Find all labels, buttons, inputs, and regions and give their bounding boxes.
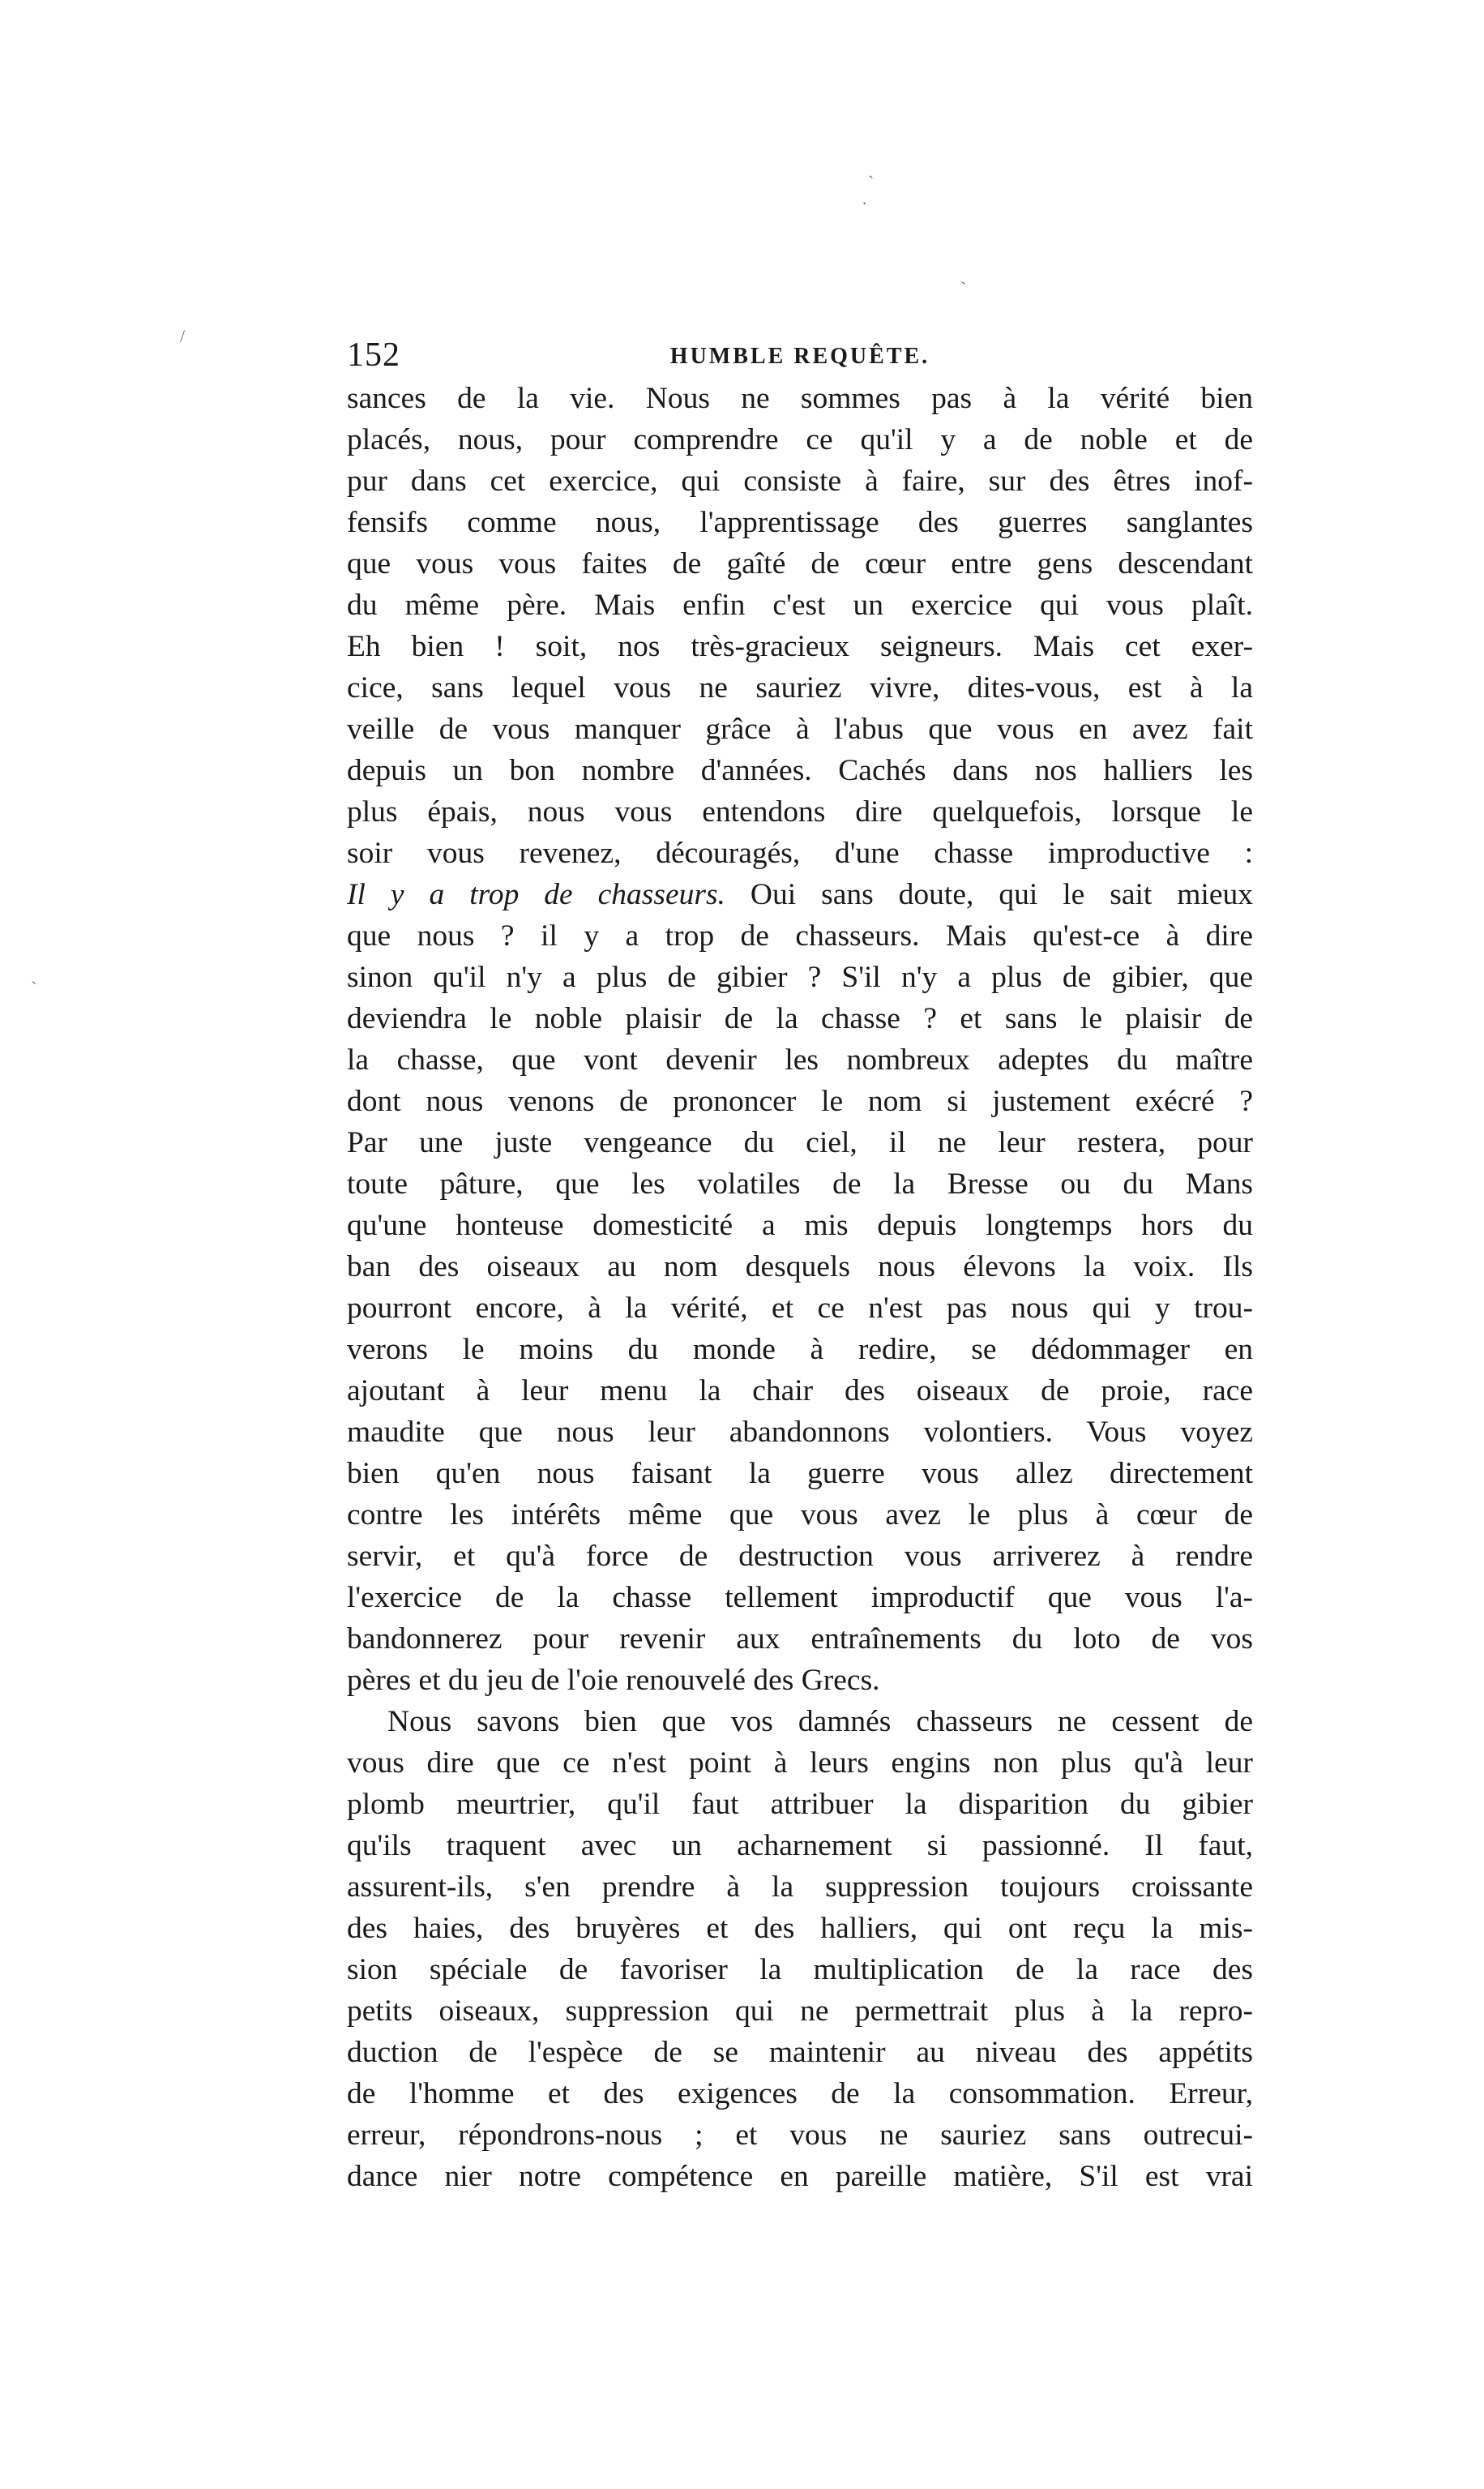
text-line: veille de vous manquer grâce à l'abus que vous en avez fait xyxy=(347,713,1253,746)
text-line: duction de l'espèce de se maintenir au niveau des appétits xyxy=(347,2036,1253,2069)
text-line: des haies, des bruyères et des halliers, qui ont reçu la mis- xyxy=(347,1912,1253,1945)
running-head xyxy=(347,334,1253,376)
text-line: sances de la vie. Nous ne sommes pas à la vérité bien xyxy=(347,382,1253,415)
text-line: plus épais, nous vous entendons dire quelquefois, lorsque le xyxy=(347,795,1253,829)
page-number: 152 xyxy=(347,336,400,374)
stray-mark: · xyxy=(862,193,868,213)
text-line: petits oiseaux, suppression qui ne permettrait plus à la repro- xyxy=(347,1994,1253,2028)
text-line: toute pâture, que les volatiles de la Bresse ou du Mans xyxy=(347,1167,1253,1201)
text-line: soir vous revenez, découragés, d'une chasse improductive : xyxy=(347,837,1253,870)
text-line: deviendra le noble plaisir de la chasse ? et sans le plaisir de xyxy=(347,1002,1253,1035)
text-line: pères et du jeu de l'oie renouvelé des Grecs. xyxy=(347,1664,880,1697)
text-line: pourront encore, à la vérité, et ce n'est pas nous qui y trou- xyxy=(347,1292,1253,1325)
text-line: contre les intérêts même que vous avez le plus à cœur de xyxy=(347,1498,1253,1532)
stray-mark: / xyxy=(180,326,186,346)
paragraph xyxy=(347,378,1253,1701)
text-line: ban des oiseaux au nom desquels nous élevons la voix. Ils xyxy=(347,1250,1253,1283)
text-line: fensifs comme nous, l'apprentissage des guerres sanglantes xyxy=(347,506,1253,539)
paragraph xyxy=(347,1701,1253,2197)
text-line: bandonnerez pour revenir aux entraînements du loto de vos xyxy=(347,1622,1253,1656)
text-line: l'exercice de la chasse tellement improductif que vous l'a- xyxy=(347,1581,1253,1614)
text-line: que vous vous faites de gaîté de cœur entre gens descendant xyxy=(347,547,1253,580)
text-line: Nous savons bien que vos damnés chasseurs ne cessent de xyxy=(387,1705,1253,1738)
text-line: servir, et qu'à force de destruction vous arriverez à rendre xyxy=(347,1540,1253,1573)
text-line: la chasse, que vont devenir les nombreux adeptes du maître xyxy=(347,1043,1253,1077)
text-line: sion spéciale de favoriser la multiplication de la race des xyxy=(347,1953,1253,1986)
stray-mark: ˋ xyxy=(868,172,875,192)
text-line: vous dire que ce n'est point à leurs engins non plus qu'à leur xyxy=(347,1746,1253,1780)
text-line: plomb meurtrier, qu'il faut attribuer la disparition du gibier xyxy=(347,1788,1253,1821)
text-line: ajoutant à leur menu la chair des oiseaux de proie, race xyxy=(347,1374,1253,1407)
text-line: bien qu'en nous faisant la guerre vous allez directement xyxy=(347,1457,1253,1490)
text-line: verons le moins du monde à redire, se dédommager en xyxy=(347,1333,1253,1366)
stray-mark: ˏ xyxy=(960,264,967,285)
text-line: depuis un bon nombre d'années. Cachés dans nos halliers les xyxy=(347,754,1253,787)
text-line: pur dans cet exercice, qui consiste à faire, sur des êtres inof- xyxy=(347,465,1253,498)
text-line: cice, sans lequel vous ne sauriez vivre, dites-vous, est à la xyxy=(347,671,1253,705)
text-line: Eh bien ! soit, nos très-gracieux seigneurs. Mais cet exer- xyxy=(347,630,1253,663)
text-line: sinon qu'il n'y a plus de gibier ? S'il n'y a plus de gibier, que xyxy=(347,961,1253,994)
text-line: que nous ? il y a trop de chasseurs. Mais qu'est-ce à dire xyxy=(347,919,1253,953)
stray-mark: ˋ xyxy=(31,978,37,998)
text-line: du même père. Mais enfin c'est un exercice qui vous plaît. xyxy=(347,589,1253,622)
text-line: dance nier notre compétence en pareille matière, S'il est vrai xyxy=(347,2160,1253,2193)
text-line: erreur, répondrons-nous ; et vous ne sauriez sans outrecui- xyxy=(347,2118,1253,2152)
running-title: HUMBLE REQUÊTE. xyxy=(669,344,930,369)
text-line: de l'homme et des exigences de la consommation. Erreur, xyxy=(347,2077,1253,2110)
text-line: placés, nous, pour comprendre ce qu'il y a de noble et de xyxy=(347,423,1253,456)
italic-phrase: Il y a trop de chasseurs. xyxy=(347,878,725,911)
text-line: qu'ils traquent avec un acharnement si passionné. Il faut, xyxy=(347,1829,1253,1862)
text-line: assurent-ils, s'en prendre à la suppression toujours croissante xyxy=(347,1870,1253,1904)
body-text xyxy=(347,378,1253,2197)
text-line: qu'une honteuse domesticité a mis depuis longtemps hors du xyxy=(347,1209,1253,1242)
text-line: dont nous venons de prononcer le nom si justement exécré ? xyxy=(347,1085,1253,1118)
text-line: Il y a trop de chasseurs. Oui sans doute, qui le sait mieux xyxy=(347,878,1253,911)
text-line: Par une juste vengeance du ciel, il ne leur restera, pour xyxy=(347,1126,1253,1159)
text-line: maudite que nous leur abandonnons volontiers. Vous voyez xyxy=(347,1416,1253,1449)
